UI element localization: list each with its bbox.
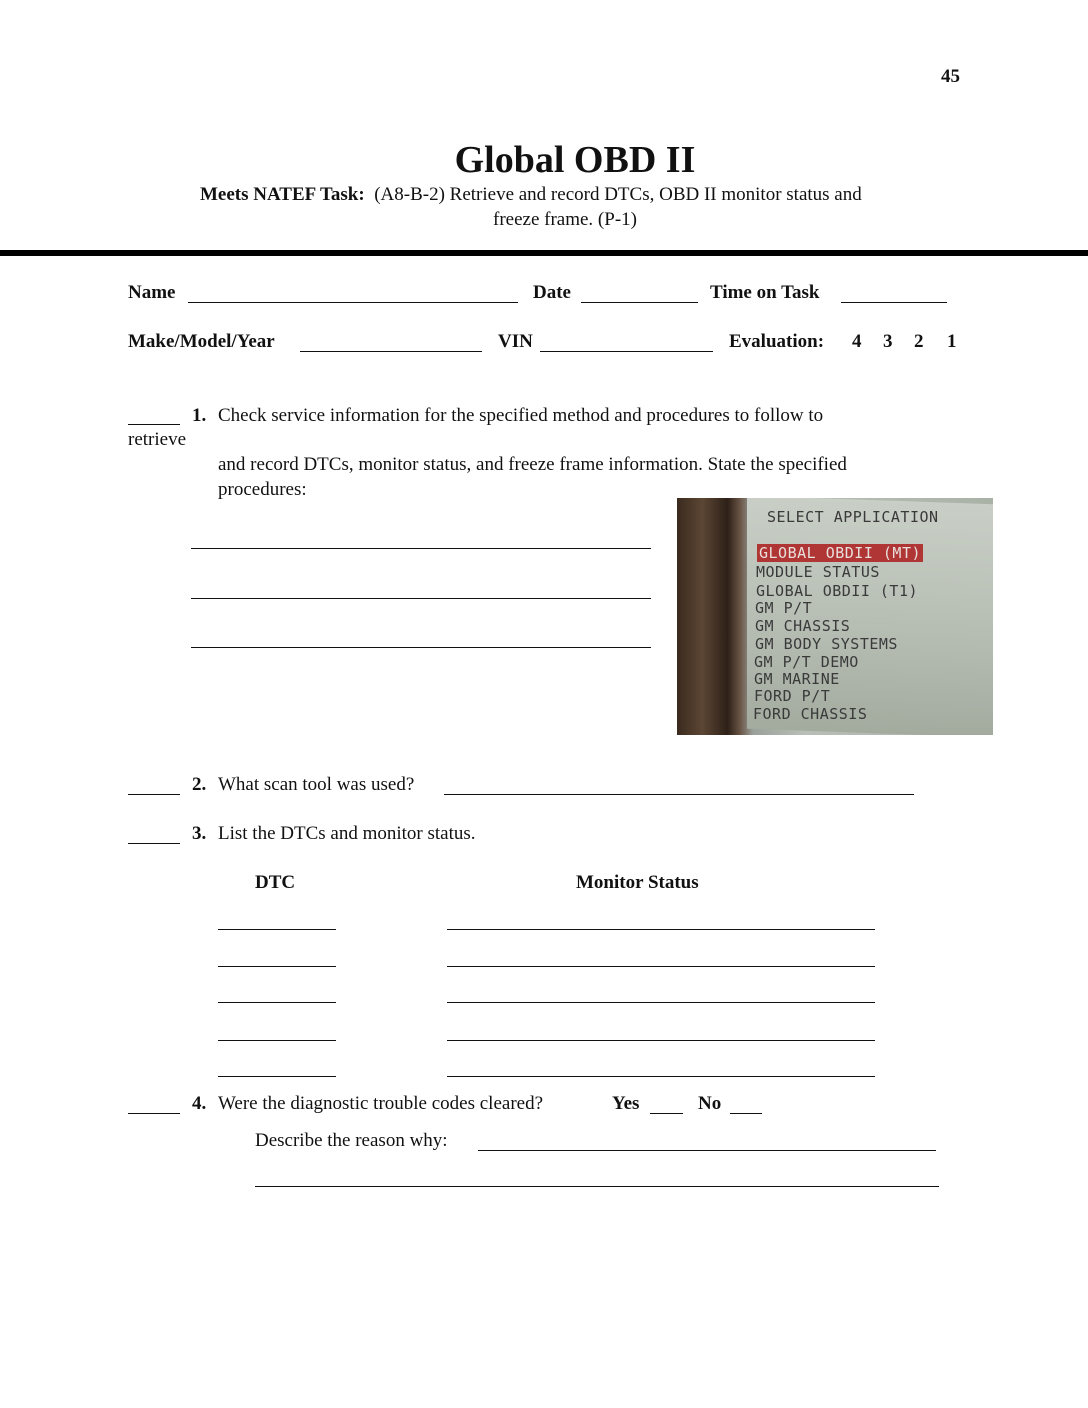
q4-number: 4. bbox=[192, 1093, 207, 1114]
score-4[interactable]: 4 bbox=[852, 331, 862, 352]
natef-label: Meets NATEF Task: bbox=[200, 184, 365, 205]
q1-score-blank[interactable] bbox=[128, 424, 180, 425]
page-title: Global OBD II bbox=[454, 139, 696, 181]
q1-text-line1: Check service information for the specified method and procedures to follow to bbox=[218, 405, 824, 426]
scan-menu-item: FORD CHASSIS bbox=[753, 705, 868, 723]
date-label: Date bbox=[533, 282, 571, 303]
q3-number: 3. bbox=[192, 823, 207, 844]
dtc-field[interactable] bbox=[218, 1040, 336, 1041]
make-model-year-label: Make/Model/Year bbox=[128, 331, 275, 352]
monitor-status-field[interactable] bbox=[447, 1076, 875, 1077]
vin-field[interactable] bbox=[540, 351, 713, 352]
q2-text: What scan tool was used? bbox=[218, 774, 415, 795]
dtc-field[interactable] bbox=[218, 1002, 336, 1003]
monitor-status-field[interactable] bbox=[447, 929, 875, 930]
monitor-status-field[interactable] bbox=[447, 966, 875, 967]
q1-text-line2: and record DTCs, monitor status, and freeze frame information. State the specified bbox=[218, 454, 847, 475]
dtc-field[interactable] bbox=[218, 966, 336, 967]
q2-score-blank[interactable] bbox=[128, 794, 180, 795]
scan-menu-item: GM P/T DEMO bbox=[754, 653, 859, 671]
q4-text: Were the diagnostic trouble codes cleared? bbox=[218, 1093, 544, 1114]
q2-number: 2. bbox=[192, 774, 207, 795]
score-1[interactable]: 1 bbox=[947, 331, 957, 352]
scan-tool-photo bbox=[677, 498, 993, 735]
natef-task-text: (A8-B-2) Retrieve and record DTCs, OBD II monitor status and bbox=[374, 184, 862, 205]
time-on-task-label: Time on Task bbox=[710, 282, 820, 303]
q1-answer-line[interactable] bbox=[191, 598, 651, 599]
scan-menu-item: FORD P/T bbox=[754, 687, 831, 705]
scan-menu-item: GM MARINE bbox=[754, 670, 840, 688]
reason-field[interactable] bbox=[478, 1150, 936, 1151]
scan-menu-item: MODULE STATUS bbox=[756, 563, 880, 581]
scan-menu-item: GLOBAL OBDII (T1) bbox=[756, 582, 919, 600]
make-model-year-field[interactable] bbox=[300, 351, 482, 352]
scan-menu-item: GM CHASSIS bbox=[755, 617, 851, 635]
evaluation-label: Evaluation: bbox=[729, 331, 825, 352]
monitor-status-field[interactable] bbox=[447, 1002, 875, 1003]
q1-answer-line[interactable] bbox=[191, 647, 651, 648]
no-label: No bbox=[698, 1093, 722, 1114]
dtc-field[interactable] bbox=[218, 1076, 336, 1077]
q3-text: List the DTCs and monitor status. bbox=[218, 823, 476, 844]
scan-menu-item: GM P/T bbox=[755, 599, 813, 617]
natef-task-line2: freeze frame. (P-1) bbox=[493, 209, 637, 230]
scan-menu-item: GM BODY SYSTEMS bbox=[755, 635, 898, 653]
score-3[interactable]: 3 bbox=[883, 331, 893, 352]
date-field[interactable] bbox=[581, 302, 698, 303]
name-field[interactable] bbox=[188, 302, 518, 303]
header-divider bbox=[0, 250, 1088, 256]
q1-number: 1. bbox=[192, 405, 207, 426]
name-label: Name bbox=[128, 282, 176, 303]
monitor-status-column-header: Monitor Status bbox=[576, 872, 699, 893]
yes-checkbox[interactable] bbox=[650, 1113, 683, 1114]
time-on-task-field[interactable] bbox=[841, 302, 947, 303]
reason-label: Describe the reason why: bbox=[255, 1130, 448, 1151]
no-checkbox[interactable] bbox=[730, 1113, 762, 1114]
q1-text-line3: procedures: bbox=[218, 479, 307, 500]
q1-answer-line[interactable] bbox=[191, 548, 651, 549]
scan-menu-header: SELECT APPLICATION bbox=[767, 508, 939, 526]
dtc-field[interactable] bbox=[218, 929, 336, 930]
reason-field-continued[interactable] bbox=[255, 1186, 939, 1187]
scan-menu-item-selected: GLOBAL OBDII (MT) bbox=[759, 544, 922, 562]
page-number: 45 bbox=[941, 66, 960, 87]
q3-score-blank[interactable] bbox=[128, 843, 180, 844]
q4-score-blank[interactable] bbox=[128, 1113, 180, 1114]
scan-tool-answer-field[interactable] bbox=[444, 794, 914, 795]
vin-label: VIN bbox=[498, 331, 533, 352]
q1-text-wrap: retrieve bbox=[128, 429, 187, 450]
score-2[interactable]: 2 bbox=[914, 331, 924, 352]
natef-task-line1 bbox=[200, 184, 862, 206]
monitor-status-field[interactable] bbox=[447, 1040, 875, 1041]
dtc-column-header: DTC bbox=[255, 872, 296, 893]
yes-label: Yes bbox=[612, 1093, 640, 1114]
